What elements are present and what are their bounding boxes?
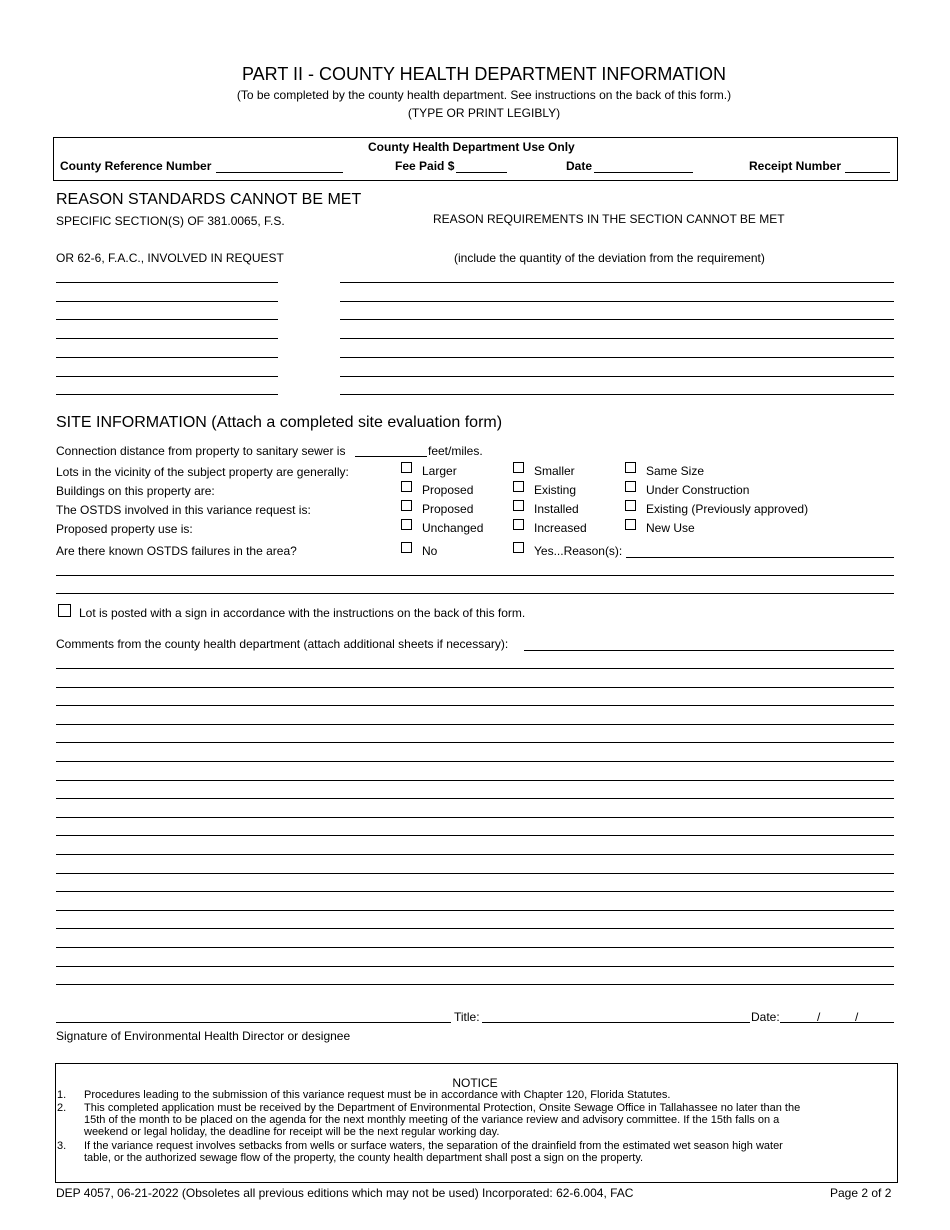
checkbox[interactable] xyxy=(513,481,524,492)
title-label: Title: xyxy=(454,1010,480,1024)
site-row-label: Lots in the vicinity of the subject property are generally: xyxy=(56,465,349,479)
checkbox[interactable] xyxy=(513,462,524,473)
comment-write-line[interactable] xyxy=(56,928,894,929)
signature-caption: Signature of Environmental Health Director or designee xyxy=(56,1029,351,1043)
checkbox[interactable] xyxy=(513,542,524,553)
form-footer: DEP 4057, 06-21-2022 (Obsoletes all previous editions which may not be used) Incorporated: 62-6.004, FAC xyxy=(56,1186,634,1200)
section-column-label-2: OR 62-6, F.A.C., INVOLVED IN REQUEST xyxy=(56,251,284,265)
county-reference-field[interactable] xyxy=(216,172,343,173)
section-write-line[interactable] xyxy=(56,376,278,377)
notice-text: Procedures leading to the submission of this variance request must be in accordance with Chapter 120, Florida Statutes. xyxy=(84,1089,671,1101)
date-label: Date xyxy=(566,159,593,173)
signature-field[interactable] xyxy=(56,1022,451,1023)
option-label: Under Construction xyxy=(646,483,750,497)
notice-text: 15th of the month to be placed on the agenda for the next monthly meeting of the variance review and advisory committee. If the 15th falls on a xyxy=(84,1114,780,1126)
comment-write-line[interactable] xyxy=(56,705,894,706)
reason-write-line[interactable] xyxy=(340,357,894,358)
option-label: Smaller xyxy=(534,464,575,478)
comment-write-line[interactable] xyxy=(56,817,894,818)
comment-write-line[interactable] xyxy=(56,742,894,743)
comment-write-line[interactable] xyxy=(56,891,894,892)
checkbox[interactable] xyxy=(401,481,412,492)
section-write-line[interactable] xyxy=(56,282,278,283)
sewer-distance-unit: feet/miles. xyxy=(428,444,483,458)
failure-reason-line[interactable] xyxy=(56,575,894,576)
comment-write-line[interactable] xyxy=(56,910,894,911)
page-number: Page 2 of 2 xyxy=(830,1186,892,1200)
notice-text: This completed application must be received by the Department of Environmental Protection, Onsite Sewage Office in Tallahassee no later than the xyxy=(84,1102,801,1114)
section-write-line[interactable] xyxy=(56,301,278,302)
reason-column-label: REASON REQUIREMENTS IN THE SECTION CANNOT BE MET xyxy=(433,212,785,226)
receipt-number-label: Receipt Number xyxy=(749,159,842,173)
comments-field[interactable] xyxy=(524,650,894,651)
comment-write-line[interactable] xyxy=(56,835,894,836)
comment-write-line[interactable] xyxy=(56,724,894,725)
use-only-heading: County Health Department Use Only xyxy=(368,140,575,154)
site-row-label: The OSTDS involved in this variance request is: xyxy=(56,503,311,517)
checkbox[interactable] xyxy=(401,519,412,530)
signature-date-field[interactable] xyxy=(780,1022,894,1023)
failures-label: Are there known OSTDS failures in the area? xyxy=(56,544,297,558)
comment-write-line[interactable] xyxy=(56,780,894,781)
option-label: Larger xyxy=(422,464,457,478)
option-label: Increased xyxy=(534,521,587,535)
site-heading: SITE INFORMATION (Attach a completed site evaluation form) xyxy=(56,414,503,431)
posted-sign-label: Lot is posted with a sign in accordance with the instructions on the back of this form. xyxy=(79,606,526,620)
reason-write-line[interactable] xyxy=(340,376,894,377)
section-write-line[interactable] xyxy=(56,338,278,339)
checkbox[interactable] xyxy=(513,519,524,530)
notice-text: weekend or legal holiday, the deadline for receipt will be the next regular working day. xyxy=(84,1126,500,1138)
fee-paid-label: Fee Paid $ xyxy=(395,159,455,173)
comment-write-line[interactable] xyxy=(56,798,894,799)
comment-write-line[interactable] xyxy=(56,854,894,855)
failure-reason-line[interactable] xyxy=(56,593,894,594)
option-label: Installed xyxy=(534,502,579,516)
fee-paid-field[interactable] xyxy=(456,172,507,173)
checkbox[interactable] xyxy=(401,500,412,511)
signature-date-label: Date: xyxy=(751,1010,780,1024)
option-label: Unchanged xyxy=(422,521,484,535)
site-row-label: Proposed property use is: xyxy=(56,522,193,536)
page-instruction: (TYPE OR PRINT LEGIBLY) xyxy=(407,106,561,120)
date-separator: / xyxy=(855,1010,859,1024)
failure-reason-field[interactable] xyxy=(626,557,894,558)
notice-num: 1. xyxy=(57,1089,67,1101)
comment-write-line[interactable] xyxy=(56,947,894,948)
checkbox[interactable] xyxy=(625,462,636,473)
reason-write-line[interactable] xyxy=(340,338,894,339)
failures-no-label: No xyxy=(422,544,438,558)
checkbox[interactable] xyxy=(401,542,412,553)
reason-write-line[interactable] xyxy=(340,319,894,320)
checkbox[interactable] xyxy=(58,604,71,617)
reason-write-line[interactable] xyxy=(340,301,894,302)
date-separator: / xyxy=(817,1010,821,1024)
failures-yes-label: Yes...Reason(s): xyxy=(534,544,623,558)
reason-write-line[interactable] xyxy=(340,394,894,395)
option-label: Same Size xyxy=(646,464,705,478)
receipt-number-field[interactable] xyxy=(845,172,890,173)
section-write-line[interactable] xyxy=(56,319,278,320)
notice-num: 2. xyxy=(57,1102,67,1114)
option-label: Proposed xyxy=(422,483,474,497)
option-label: Existing (Previously approved) xyxy=(646,502,809,516)
section-write-line[interactable] xyxy=(56,357,278,358)
notice-heading: NOTICE xyxy=(452,1076,498,1090)
checkbox[interactable] xyxy=(401,462,412,473)
date-field[interactable] xyxy=(594,172,693,173)
title-field[interactable] xyxy=(482,1022,750,1023)
comment-write-line[interactable] xyxy=(56,668,894,669)
checkbox[interactable] xyxy=(513,500,524,511)
comment-write-line[interactable] xyxy=(56,966,894,967)
checkbox[interactable] xyxy=(625,481,636,492)
notice-num: 3. xyxy=(57,1140,67,1152)
notice-text: If the variance request involves setbacks from wells or surface waters, the separation of the drainfield from the estimated wet season high water xyxy=(84,1140,783,1152)
section-column-label: SPECIFIC SECTION(S) OF 381.0065, F.S. xyxy=(56,214,285,228)
comment-write-line[interactable] xyxy=(56,687,894,688)
page-subtitle: (To be completed by the county health department. See instructions on the back of this form.) xyxy=(236,88,732,102)
notice-text: table, or the authorized sewage flow of the property, the county health department shall post a sign on the property. xyxy=(84,1152,644,1164)
option-label: Proposed xyxy=(422,502,474,516)
section-write-line[interactable] xyxy=(56,394,278,395)
checkbox[interactable] xyxy=(625,500,636,511)
comments-label: Comments from the county health department (attach additional sheets if necessary): xyxy=(56,637,509,651)
site-row-label: Buildings on this property are: xyxy=(56,484,215,498)
comment-write-line[interactable] xyxy=(56,873,894,874)
checkbox[interactable] xyxy=(625,519,636,530)
reason-write-line[interactable] xyxy=(340,282,894,283)
comment-write-line[interactable] xyxy=(56,984,894,985)
option-label: New Use xyxy=(646,521,695,535)
reason-heading: REASON STANDARDS CANNOT BE MET xyxy=(56,191,362,208)
sewer-distance-label: Connection distance from property to sanitary sewer is xyxy=(56,444,346,458)
county-reference-label: County Reference Number xyxy=(60,159,212,173)
page-title: PART II - COUNTY HEALTH DEPARTMENT INFORMATION xyxy=(241,64,727,84)
option-label: Existing xyxy=(534,483,577,497)
reason-column-note: (include the quantity of the deviation from the requirement) xyxy=(454,251,765,265)
comment-write-line[interactable] xyxy=(56,761,894,762)
sewer-distance-field[interactable] xyxy=(355,456,427,457)
